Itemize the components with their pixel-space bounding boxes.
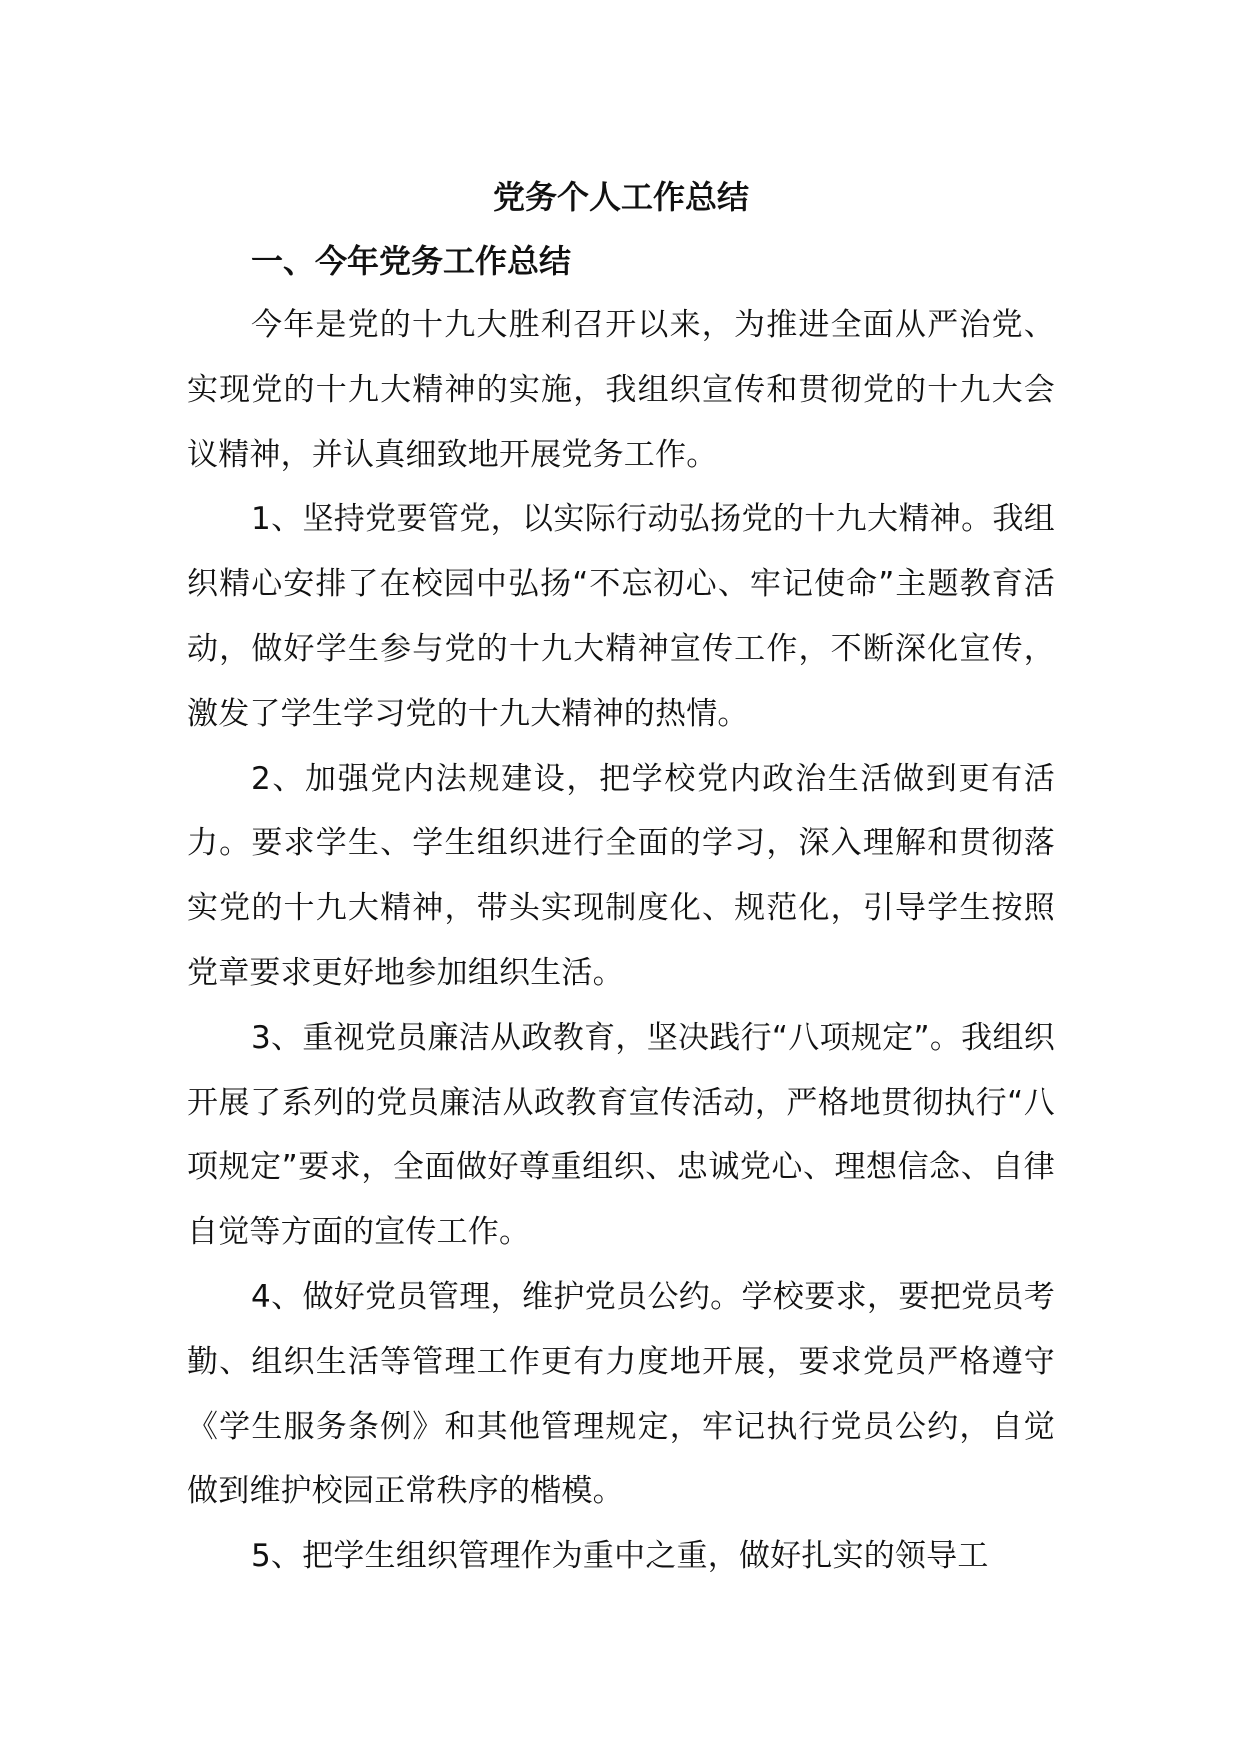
section-heading: 一、今年党务工作总结: [251, 242, 572, 280]
document-page: [187, 165, 1055, 1589]
paragraph-item-5: 5、把学生组织管理作为重中之重，做好扎实的领导工: [251, 1538, 989, 1575]
paragraph-item-4: 4、做好党员管理，维护党员公约。学校要求，要把党员考勤、组织生活等管理工作更有力度地开展，要求党员严格遵守《学生服务条例》和其他管理规定，牢记执行党员公约，自觉做到维护校园正常秩序的楷模。: [187, 1278, 1055, 1510]
paragraph-item-3: 3、重视党员廉洁从政教育，坚决践行“八项规定”。我组织开展了系列的党员廉洁从政教育宣传活动，严格地贯彻执行“八项规定”要求，全面做好尊重组织、忠诚党心、理想信念、自律自觉等方面的宣传工作。: [187, 1019, 1055, 1251]
paragraph-intro: 今年是党的十九大胜利召开以来，为推进全面从严治党、实现党的十九大精神的实施，我组织宣传和贯彻党的十九大会议精神，并认真细致地开展党务工作。: [187, 307, 1055, 473]
paragraph-item-2: 2、加强党内法规建设，把学校党内政治生活做到更有活力。要求学生、学生组织进行全面的学习，深入理解和贯彻落实党的十九大精神，带头实现制度化、规范化，引导学生按照党章要求更好地参加组织生活。: [187, 760, 1055, 991]
paragraph-item-1: 1、坚持党要管党，以实际行动弘扬党的十九大精神。我组织精心安排了在校园中弘扬“不忘初心、牢记使命”主题教育活动，做好学生参与党的十九大精神宣传工作，不断深化宣传，激发了学生学习党的十九大精神的热情。: [187, 501, 1055, 732]
document-title: 党务个人工作总结: [492, 178, 749, 216]
